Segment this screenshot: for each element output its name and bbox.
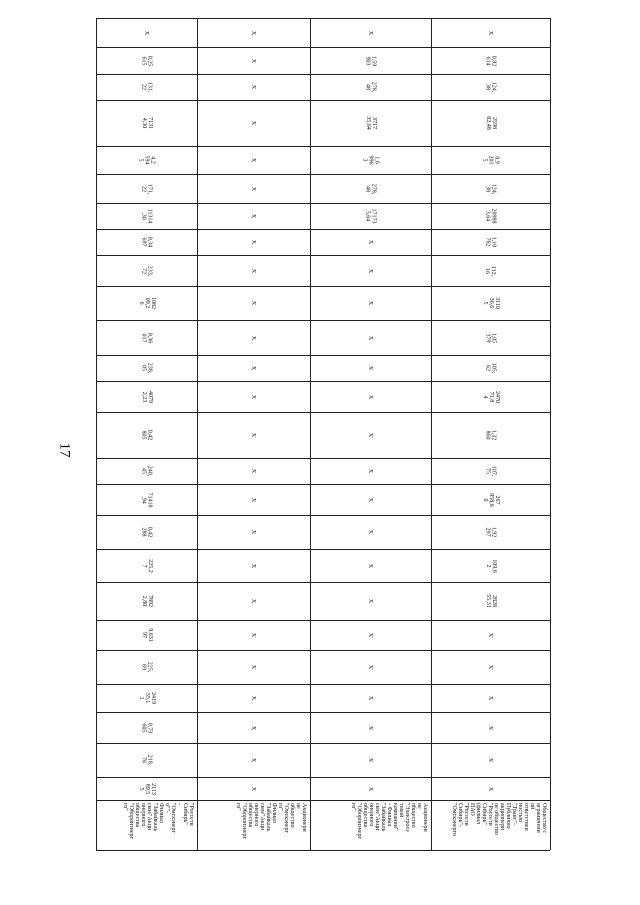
table-cell: [197, 777, 310, 800]
cell-value: 9,631 97: [140, 628, 153, 642]
table-cell: [431, 286, 550, 320]
table-cell: [431, 650, 550, 684]
table-cell: [197, 18, 310, 47]
table-cell: [310, 320, 431, 355]
row-header: Общество с ограниченн ой ответствен ностью "Транс"- Публично акционерн ое общество "Россети Сибирь" (филиал ПАО "Россети Сибирь"- "Омскэнерго: [451, 803, 547, 836]
cell-value: X: [250, 84, 257, 90]
cell-value: 3110 36,6 5: [481, 297, 500, 309]
cell-value: X: [487, 664, 494, 670]
table-cell: [310, 515, 431, 549]
cell-value: 225, 69: [140, 661, 153, 673]
table-cell: [197, 515, 310, 549]
cell-value: 131, 22: [140, 81, 153, 93]
cell-value: X: [367, 335, 374, 340]
cell-value: 0,73 605: [140, 722, 153, 733]
cell-value: X: [250, 120, 257, 126]
cell-value: X: [367, 239, 374, 245]
cell-value: X: [250, 757, 257, 763]
cell-value: 278, 48: [364, 183, 377, 194]
cell-value: X: [367, 497, 374, 502]
table-cell: [310, 286, 431, 320]
table-cell: [197, 174, 310, 203]
table-cell: [96, 458, 197, 484]
table-cell: [310, 255, 431, 286]
table-cell: [431, 515, 550, 549]
cell-value: 109,6 2: [484, 558, 497, 573]
table-cell: [96, 515, 197, 549]
cell-value: X: [250, 664, 257, 670]
table-cell: [197, 255, 310, 286]
cell-value: X: [367, 725, 374, 730]
table-cell: [197, 549, 310, 582]
row-header: Акционерн oe общество "Электросе тевой компании" - Филиал "Забайкаль ское"Акци онерного общества "Оборонэнерг го": [350, 803, 428, 839]
cell-value: 2828 55,31: [484, 594, 497, 608]
table-cell: [431, 174, 550, 203]
table-cell: [310, 484, 431, 515]
table-cell: [431, 47, 550, 74]
table-cell: [96, 549, 197, 582]
cell-value: X: [367, 695, 374, 701]
cell-value: 240, 45: [140, 465, 153, 477]
table-cell: [197, 684, 310, 712]
table-cell: [431, 18, 550, 47]
cell-value: X: [367, 300, 374, 306]
cell-value: X: [367, 529, 374, 535]
table-cell: [431, 549, 550, 582]
table-cell: [96, 174, 197, 203]
cell-value: X: [250, 186, 257, 191]
cell-value: X: [250, 786, 257, 791]
table-cell: [431, 355, 550, 381]
cell-value: X: [250, 365, 257, 371]
cell-value: 4,2 594 5: [137, 155, 156, 165]
table-cell: [310, 743, 431, 777]
table-cell: [431, 582, 550, 620]
cell-value: 1,59 903: [364, 55, 377, 66]
table-row-divider: [550, 18, 551, 850]
cell-value: 4079 2,23: [140, 390, 153, 403]
table-cell: [310, 100, 431, 146]
row-header: "Россети Сибирь" - "Омскэнерг о""- Филиал "Забайкаль ское"Акци онерного общества "Оборонэнерг го": [122, 803, 194, 839]
table-cell: [310, 777, 431, 800]
cell-value: 238, 05: [140, 362, 153, 374]
table-cell: [197, 743, 310, 777]
table-cell: [96, 412, 197, 458]
cell-value: 20988 3,64: [484, 208, 497, 224]
cell-value: X: [367, 632, 374, 638]
cell-value: 0,9 201 5: [481, 155, 500, 165]
cell-value: X: [143, 30, 150, 35]
table-cell: [197, 146, 310, 174]
cell-value: X: [487, 30, 494, 35]
cell-value: X: [250, 497, 257, 502]
table-cell: [96, 320, 197, 355]
table-cell: [310, 412, 431, 458]
cell-value: 1082 09,2 6: [137, 297, 156, 309]
table-cell: [197, 484, 310, 515]
cell-value: X: [250, 394, 257, 399]
table-cell: [431, 229, 550, 255]
table-cell: [197, 286, 310, 320]
cell-value: 7131 4,30: [140, 117, 153, 129]
cell-value: 0,34 697: [140, 236, 153, 248]
table-cell: [310, 355, 431, 381]
cell-value: X: [250, 239, 257, 245]
table-cell: [96, 777, 197, 800]
cell-value: X: [250, 157, 257, 163]
cell-value: 1,92 297: [484, 526, 497, 538]
table-cell: [431, 743, 550, 777]
table-cell: [431, 100, 550, 146]
cell-value: X: [250, 268, 257, 273]
table-cell: [310, 620, 431, 650]
cell-value: X: [250, 632, 257, 638]
cell-value: X: [250, 432, 257, 438]
cell-value: X: [487, 757, 494, 763]
cell-value: X: [367, 30, 374, 35]
cell-value: 1,05 379: [484, 332, 497, 343]
table-cell: [197, 650, 310, 684]
cell-value: X: [367, 432, 374, 438]
cell-value: 1,10 762: [484, 236, 497, 248]
cell-value: X: [250, 725, 257, 730]
table-cell: [310, 458, 431, 484]
cell-value: 0,42 805: [140, 429, 153, 441]
cell-value: 112, 16: [484, 265, 497, 276]
page-number: 17: [56, 442, 73, 458]
cell-value: X: [367, 598, 374, 604]
table-cell: [310, 549, 431, 582]
table-cell: [96, 484, 197, 515]
table-cell: [431, 777, 550, 800]
table-cell: [197, 47, 310, 74]
row-header: Акционерн oe общество "Омскэнерг го" Филиал "Забайкаль ское"Акци онерного общества "Оборонэнерг го": [235, 803, 307, 839]
table-cell: [310, 18, 431, 47]
table-cell: [431, 255, 550, 286]
table-cell: [431, 620, 550, 650]
cell-value: 3717 35,64: [364, 116, 377, 130]
cell-value: 218, 76: [140, 754, 153, 766]
table-cell: [310, 174, 431, 203]
table-cell: [431, 381, 550, 412]
cell-value: X: [250, 695, 257, 701]
table-cell: [96, 582, 197, 620]
cell-value: X: [250, 300, 257, 306]
cell-value: X: [367, 365, 374, 371]
cell-value: 1,6 996 3: [361, 155, 380, 165]
table-cell: [96, 18, 197, 47]
cell-value: 225,2 7: [140, 558, 153, 573]
cell-value: X: [487, 695, 494, 701]
cell-value: X: [250, 598, 257, 604]
cell-value: X: [250, 58, 257, 63]
table-cell: [431, 74, 550, 100]
cell-value: 107, 75: [484, 465, 497, 477]
cell-value: 0,25 615: [140, 55, 153, 66]
table-cell: [96, 100, 197, 146]
cell-value: X: [487, 632, 494, 638]
table-cell: [96, 255, 197, 286]
table-cell: [310, 229, 431, 255]
cell-value: 278, 48: [364, 81, 377, 93]
cell-value: X: [487, 725, 494, 730]
table-cell: [431, 458, 550, 484]
table-cell: [431, 320, 550, 355]
table-cell: [96, 684, 197, 712]
table-cell: [431, 146, 550, 174]
table-cell: [197, 229, 310, 255]
table-cell: [310, 146, 431, 174]
cell-value: 11314 ,30: [140, 208, 153, 224]
table-cell: [431, 484, 550, 515]
table-cell: [96, 286, 197, 320]
cell-value: 2598 82,48: [484, 116, 497, 130]
cell-value: X: [250, 335, 257, 340]
table-cell: [310, 650, 431, 684]
table-cell: [197, 620, 310, 650]
table-cell: [197, 458, 310, 484]
cell-value: X: [487, 786, 494, 791]
cell-value: X: [367, 468, 374, 474]
table-cell: [96, 355, 197, 381]
cell-value: 0,92 614: [484, 55, 497, 66]
cell-value: X: [367, 664, 374, 670]
cell-value: 0,42 288: [140, 526, 153, 538]
table-cell: [197, 203, 310, 229]
cell-value: X: [367, 757, 374, 763]
table-cell: [96, 74, 197, 100]
cell-value: X: [250, 563, 257, 568]
table-cell: [96, 203, 197, 229]
cell-value: 267 958,6 0: [481, 492, 500, 507]
cell-value: 233, 72: [140, 265, 153, 276]
cell-value: 124, 38: [484, 183, 497, 194]
cell-value: 105, 62: [484, 362, 497, 374]
table-cell: [96, 229, 197, 255]
cell-value: 71418 ,94: [140, 492, 153, 507]
table-cell: [197, 320, 310, 355]
table-cell: [310, 684, 431, 712]
cell-value: 1,32 860: [484, 429, 497, 441]
cell-value: 17173 5,64: [364, 208, 377, 224]
table-cell: [96, 743, 197, 777]
table-cell: [96, 381, 197, 412]
cell-value: X: [367, 786, 374, 791]
cell-value: 171, 22: [140, 183, 153, 194]
cell-value: X: [367, 563, 374, 568]
cell-value: X: [367, 394, 374, 399]
table-cell: [96, 712, 197, 743]
cell-value: 2113 89,5 5: [137, 782, 156, 795]
cell-value: X: [250, 213, 257, 219]
cell-value: 0,36 017: [140, 332, 153, 343]
cell-value: X: [250, 529, 257, 535]
table-cell: [310, 74, 431, 100]
cell-value: X: [250, 468, 257, 474]
table-cell: [96, 47, 197, 74]
table-cell: [197, 712, 310, 743]
table-cell: [96, 146, 197, 174]
table-cell: [310, 47, 431, 74]
table-column-divider: [96, 850, 550, 851]
cell-value: X: [250, 30, 257, 35]
table-cell: [197, 381, 310, 412]
cell-value: 7892 2,80: [140, 595, 153, 607]
cell-value: 2419 35,1 1: [137, 692, 156, 704]
cell-value: 2470 71,8 4: [481, 390, 500, 403]
table-cell: [431, 412, 550, 458]
table-cell: [310, 712, 431, 743]
table-column-divider: [96, 800, 550, 801]
table-cell: [310, 203, 431, 229]
table-cell: [431, 712, 550, 743]
table-cell: [310, 381, 431, 412]
table-cell: [197, 412, 310, 458]
table-cell: [96, 650, 197, 684]
table-cell: [197, 100, 310, 146]
cell-value: 124, 38: [484, 81, 497, 93]
table-cell: [310, 582, 431, 620]
table-cell: [431, 684, 550, 712]
table-cell: [197, 355, 310, 381]
table-cell: [197, 74, 310, 100]
table-cell: [96, 620, 197, 650]
table-cell: [197, 582, 310, 620]
table-cell: [431, 203, 550, 229]
cell-value: X: [367, 268, 374, 273]
